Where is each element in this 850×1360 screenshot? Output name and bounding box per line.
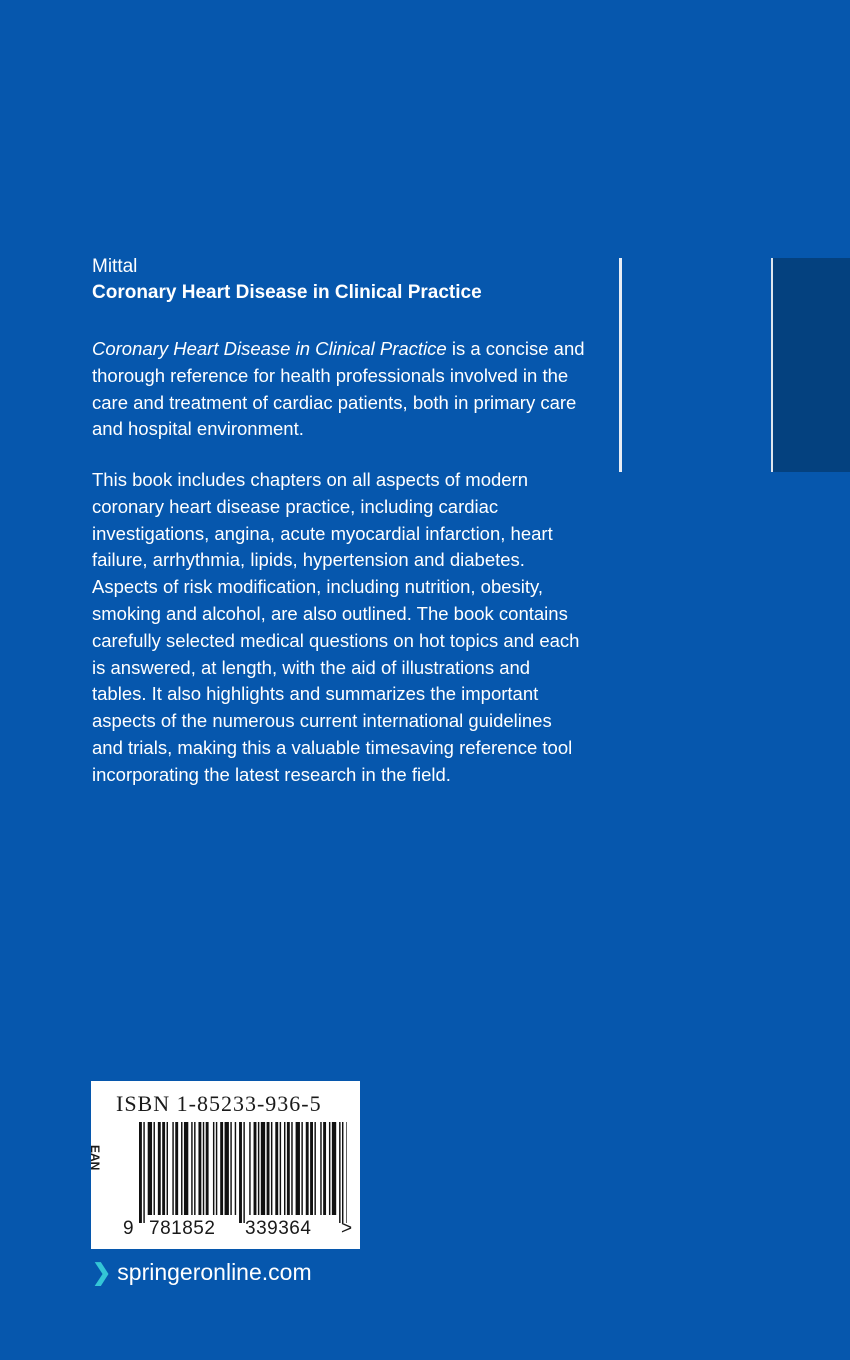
barcode-bar: [239, 1122, 242, 1223]
barcode-bar: [191, 1122, 192, 1215]
barcode-bar: [339, 1122, 340, 1223]
barcode-bars: [139, 1122, 347, 1223]
description-paragraph-2: This book includes chapters on all aspects of modern coronary heart disease practice, including cardiac investigations, angina, acute myocardial infarction, heart failure, arrhythmia, lipids, hypertension and diabetes. Aspects of risk modification, including nutrition, obesity, smoking and alcohol, are also outlined. The book contains carefully selected medical questions on hot topics and each is answered, at length, with the aid of illustrations and tables. It also highlights and summarizes the important aspects of the numerous current international guidelines and trials, making this a valuable timesaving reference tool incorporating the latest research in the field.: [92, 469, 580, 785]
barcode-bar: [143, 1122, 144, 1223]
barcode-bar: [235, 1122, 236, 1215]
barcode-bar: [225, 1122, 229, 1215]
barcode-bar: [175, 1122, 178, 1215]
chevron-right-icon: ❯: [92, 1259, 112, 1285]
author-name: Mittal: [92, 256, 138, 277]
barcode-bar: [254, 1122, 257, 1215]
barcode-bar: [346, 1122, 347, 1223]
ean-left-digits: 781852: [149, 1218, 216, 1239]
barcode-bar: [198, 1122, 201, 1215]
barcode-bar: [203, 1122, 204, 1215]
barcode-bar: [296, 1122, 300, 1215]
barcode-bar: [194, 1122, 195, 1215]
ean-right-digits: 339364: [245, 1218, 312, 1239]
barcode-bar: [329, 1122, 330, 1215]
barcode-bar: [332, 1122, 336, 1215]
publisher-website[interactable]: [92, 1257, 312, 1287]
barcode-bar: [280, 1122, 281, 1215]
isbn-label: ISBN 1-85233-936-5: [116, 1091, 322, 1116]
description-title-italic: Coronary Heart Disease in Clinical Practice: [92, 338, 447, 359]
barcode-bar: [323, 1122, 326, 1215]
ean-label: EAN: [88, 1145, 102, 1171]
barcode-bar: [206, 1122, 209, 1215]
ean-first-digit: 9: [123, 1218, 134, 1239]
barcode-bar: [154, 1122, 155, 1215]
barcode-bar: [249, 1122, 250, 1215]
barcode-bar: [139, 1122, 142, 1223]
barcode-bar: [162, 1122, 165, 1215]
spine-band: [771, 258, 850, 472]
description-paragraph-1-text: is a concise and thorough reference for health professionals involved in the care and treatment of cardiac patients, both in primary care and hospital environment.: [92, 338, 585, 440]
spine-divider-line: [619, 258, 622, 472]
barcode-bar: [172, 1122, 173, 1215]
barcode-bar: [230, 1122, 231, 1215]
barcode-bar: [306, 1122, 309, 1215]
barcode-bar: [213, 1122, 214, 1215]
description-paragraph-1: [92, 336, 592, 443]
barcode-bar: [275, 1122, 278, 1215]
barcode-bar: [320, 1122, 321, 1215]
barcode-bar: [284, 1122, 285, 1215]
barcode-bar: [261, 1122, 265, 1215]
website-url: springeronline.com: [117, 1259, 312, 1285]
barcode-bar: [271, 1122, 272, 1215]
barcode-bar: [216, 1122, 217, 1215]
barcode-bar: [184, 1122, 188, 1215]
barcode-bar: [158, 1122, 161, 1215]
barcode-bar: [148, 1122, 152, 1215]
barcode-bar: [342, 1122, 343, 1223]
barcode-bar: [167, 1122, 168, 1215]
barcode-bar: [181, 1122, 182, 1215]
barcode-bar: [267, 1122, 270, 1215]
barcode-bar: [301, 1122, 302, 1215]
barcode-bar: [310, 1122, 313, 1215]
barcode-bar: [314, 1122, 315, 1215]
ean-quiet-mark: >: [341, 1218, 353, 1239]
book-title: Coronary Heart Disease in Clinical Practice: [92, 282, 482, 303]
barcode-bar: [287, 1122, 290, 1215]
barcode-bar: [220, 1122, 223, 1215]
barcode-panel: [88, 1081, 360, 1249]
barcode-bar: [258, 1122, 259, 1215]
barcode-bar: [291, 1122, 292, 1215]
barcode-bar: [243, 1122, 244, 1223]
